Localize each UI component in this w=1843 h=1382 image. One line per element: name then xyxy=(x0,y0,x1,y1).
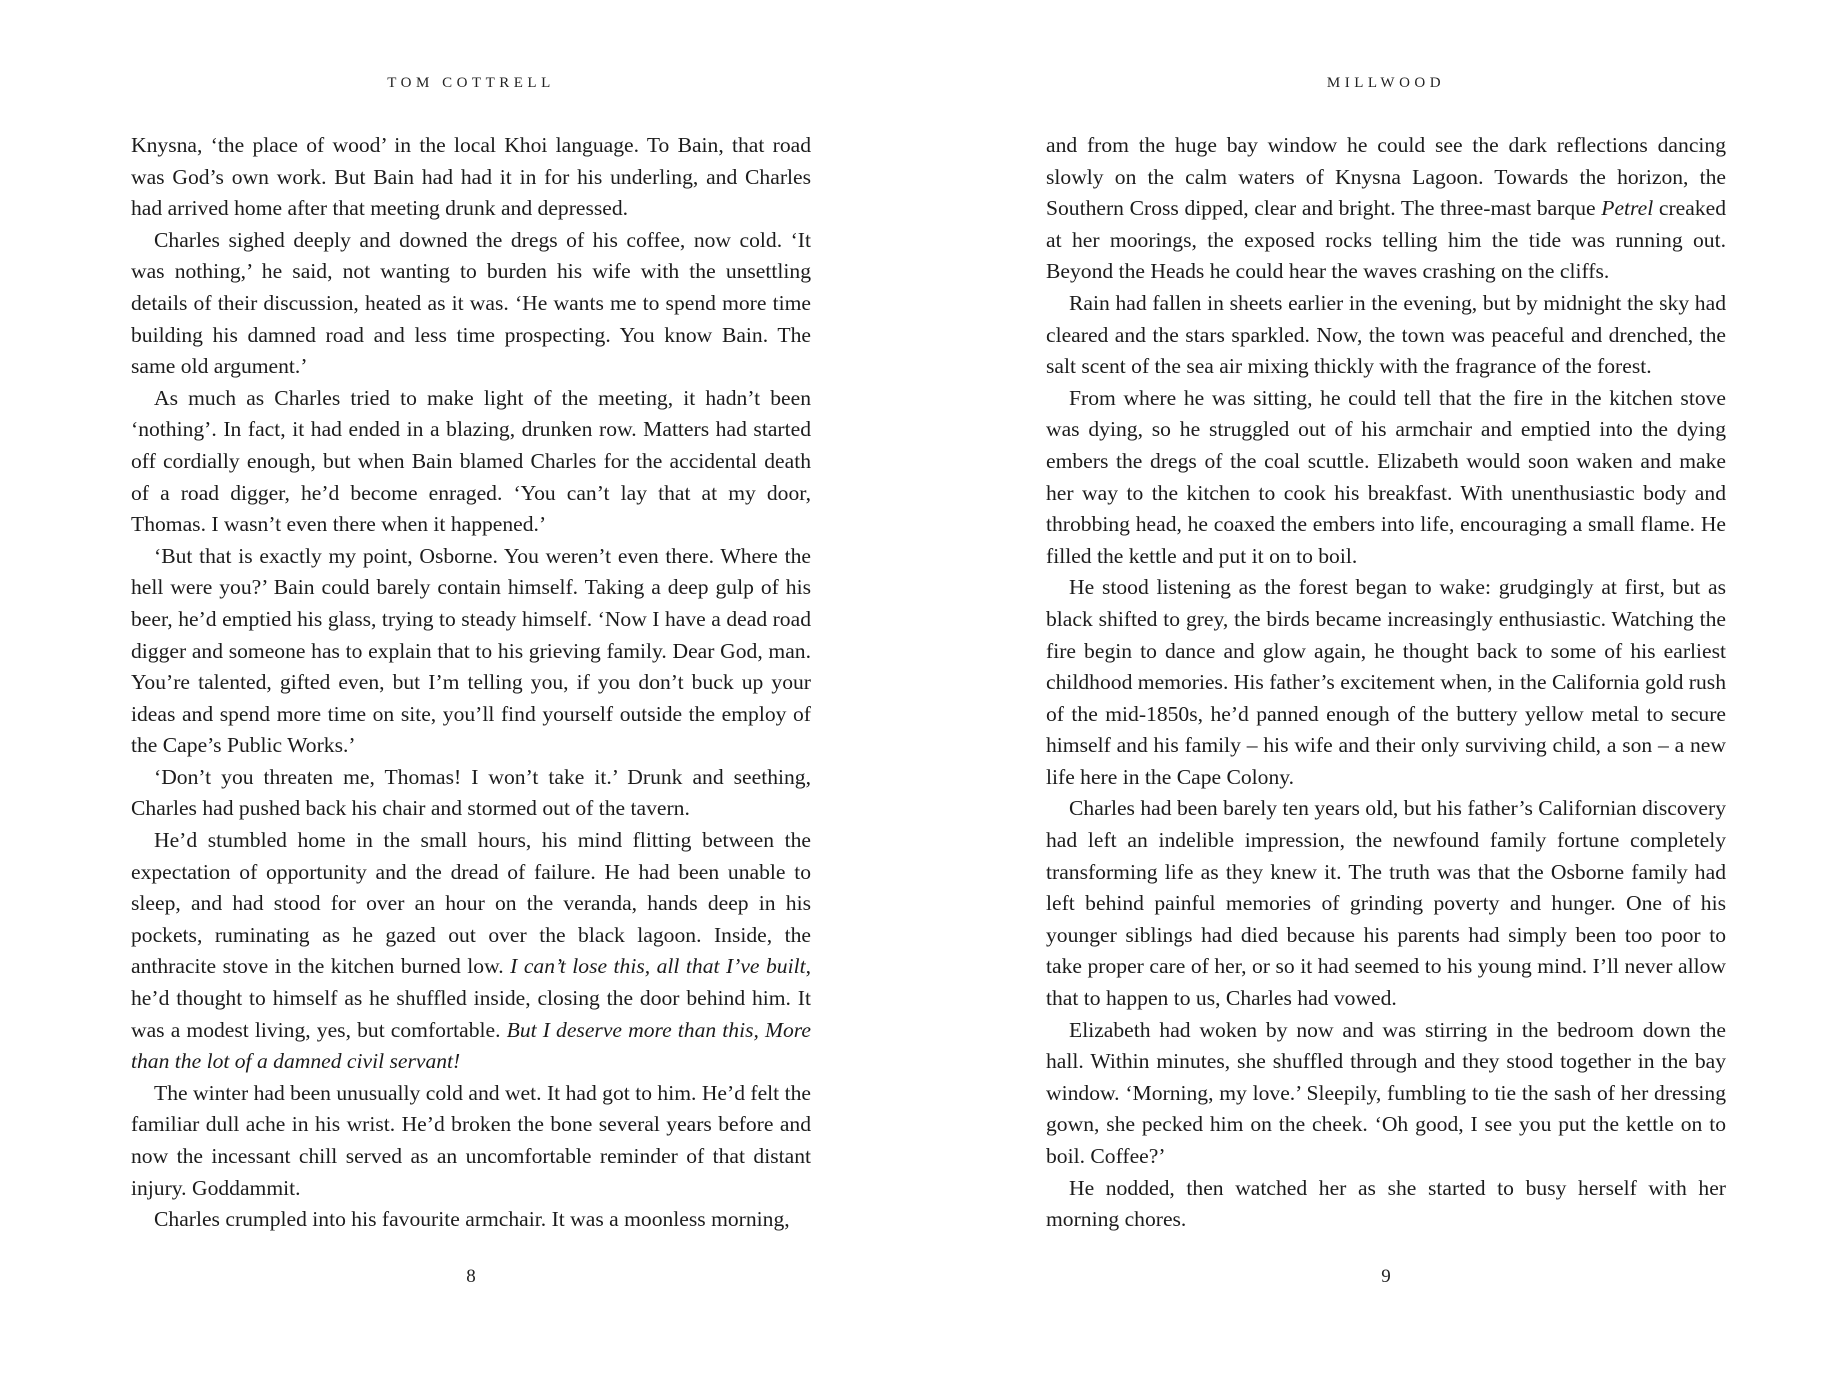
paragraph xyxy=(131,383,811,541)
text-segment: Charles sighed deeply and downed the dregs of his coffee, now cold. ‘It was nothing,’ he said, not wanting to burden his wife with the unsettling details of their discussion, heated as it was. ‘He wants me to spend more time building his damned road and less time prospecting. You know Bain. The same old argument.’ xyxy=(131,227,811,379)
paragraph xyxy=(1046,130,1726,288)
paragraph xyxy=(131,130,811,225)
paragraph xyxy=(1046,572,1726,793)
paragraph xyxy=(131,225,811,383)
text-segment: ‘Don’t you threaten me, Thomas! I won’t take it.’ Drunk and seething, Charles had pushed back his chair and stormed out of the tavern. xyxy=(131,764,811,821)
text-segment: and from the huge bay window he could see the dark reflections dancing slowly on the calm waters of Knysna Lagoon. Towards the horizon, the Southern Cross dipped, clear and bright. The three-mast barque xyxy=(1046,133,1726,221)
left-page xyxy=(0,0,921,1382)
text-segment: Charles had been barely ten years old, but his father’s Californian discovery had left an indelible impression, the newfound family fortune completely transforming life as they knew it. The truth was that the Osborne family had left behind painful memories of grinding poverty and hunger. One of his younger siblings had died because his parents had simply been too poor to take proper care of her, or so it had seemed to his young mind. I’ll never allow that to happen to us, Charles had vowed. xyxy=(1046,796,1726,1011)
italic-text-segment: But I deserve more than this, More than the lot of a damned civil servant! xyxy=(131,1017,811,1074)
running-head-title: MILLWOOD xyxy=(1326,75,1446,91)
text-segment: From where he was sitting, he could tell that the fire in the kitchen stove was dying, so he struggled out of his armchair and emptied into the dying embers the dregs of the coal scuttle. Elizabeth would soon waken and make her way to the kitchen to cook his breakfast. With unenthusiastic body and throbbing head, he coaxed the embers into life, encouraging a small flame. He filled the kettle and put it on to boil. xyxy=(1046,385,1726,568)
paragraph xyxy=(131,1204,811,1236)
paragraph xyxy=(131,1078,811,1204)
paragraph xyxy=(131,541,811,762)
page-number: 8 xyxy=(466,1266,476,1287)
paragraph xyxy=(1046,1015,1726,1173)
text-segment: He nodded, then watched her as she started to busy herself with her morning chores. xyxy=(1046,1175,1726,1232)
text-segment: Knysna, ‘the place of wood’ in the local Khoi language. To Bain, that road was God’s own work. But Bain had had it in for his underling, and Charles had arrived home after that meeting drunk and depressed. xyxy=(131,133,811,221)
text-segment: , he’d thought to himself as he shuffled inside, closing the door behind him. It was a modest living, yes, but comfortable. xyxy=(131,954,811,1042)
running-head-author: TOM COTTRELL xyxy=(387,75,555,91)
text-segment: Rain had fallen in sheets earlier in the evening, but by midnight the sky had cleared and the stars sparkled. Now, the town was peaceful and drenched, the salt scent of the sea air mixing thickly with the fragrance of the forest. xyxy=(1046,290,1726,379)
right-page-body-text xyxy=(1046,130,1726,1236)
paragraph xyxy=(1046,1173,1726,1236)
text-segment: Elizabeth had woken by now and was stirring in the bedroom down the hall. Within minutes, she shuffled through and they stood together in the bay window. ‘Morning, my love.’ Sleepily, fumbling to tie the sash of her dressing gown, she pecked him on the cheek. ‘Oh good, I see you put the kettle on to boil. Coffee?’ xyxy=(1046,1017,1726,1168)
text-segment: He’d stumbled home in the small hours, his mind flitting between the expectation of opportunity and the dread of failure. He had been unable to sleep, and had stood for over an hour on the veranda, hands deep in his pockets, ruminating as he gazed out over the black lagoon. Inside, the anthracite stove in the kitchen burned low. xyxy=(131,828,811,979)
italic-text-segment: Petrel xyxy=(1601,196,1654,221)
text-segment: As much as Charles tried to make light of the meeting, it hadn’t been ‘nothing’. In fact, it had ended in a blazing, drunken row. Matters had started off cordially enough, but when Bain blamed Charles for the accidental death of a road digger, he’d become enraged. ‘You can’t lay that at my door, Thomas. I wasn’t even there when it happened.’ xyxy=(131,385,811,537)
text-segment: He stood listening as the forest began to wake: grudgingly at first, but as black shifted to grey, the birds became increasingly enthusiastic. Watching the fire begin to dance and glow again, he thought back to some of his earliest childhood memories. His father’s excitement when, in the California gold rush of the mid-1850s, he’d panned enough of the buttery yellow metal to secure himself and his family – his wife and their only surviving child, a son – a new life here in the Cape Colony. xyxy=(1046,575,1726,789)
paragraph xyxy=(1046,288,1726,383)
paragraph xyxy=(1046,793,1726,1014)
paragraph xyxy=(1046,383,1726,573)
text-segment: The winter had been unusually cold and wet. It had got to him. He’d felt the familiar dull ache in his wrist. He’d broken the bone several years before and now the incessant chill served as an uncomfortable reminder of that distant injury. Goddammit. xyxy=(131,1080,811,1200)
text-segment: creaked at her moorings, the exposed rocks telling him the tide was running out. Beyond the Heads he could hear the waves crashing on the cliffs. xyxy=(1046,196,1726,284)
italic-text-segment: I can’t lose this, all that I’ve built xyxy=(510,954,806,979)
paragraph xyxy=(131,825,811,1078)
page-number: 9 xyxy=(1381,1266,1391,1287)
right-page xyxy=(921,0,1842,1382)
paragraph xyxy=(131,762,811,825)
text-segment: ‘But that is exactly my point, Osborne. You weren’t even there. Where the hell were you?’ Bain could barely contain himself. Taking a deep gulp of his beer, he’d emptied his glass, trying to steady himself. ‘Now I have a dead road digger and someone has to explain that to his grieving family. Dear God, man. You’re talented, gifted even, but I’m telling you, if you don’t buck up your ideas and spend more time on site, you’ll find yourself outside the employ of the Cape’s Public Works.’ xyxy=(131,543,811,758)
text-segment: Charles crumpled into his favourite armchair. It was a moonless morning, xyxy=(154,1207,790,1232)
left-page-body-text xyxy=(131,130,811,1236)
